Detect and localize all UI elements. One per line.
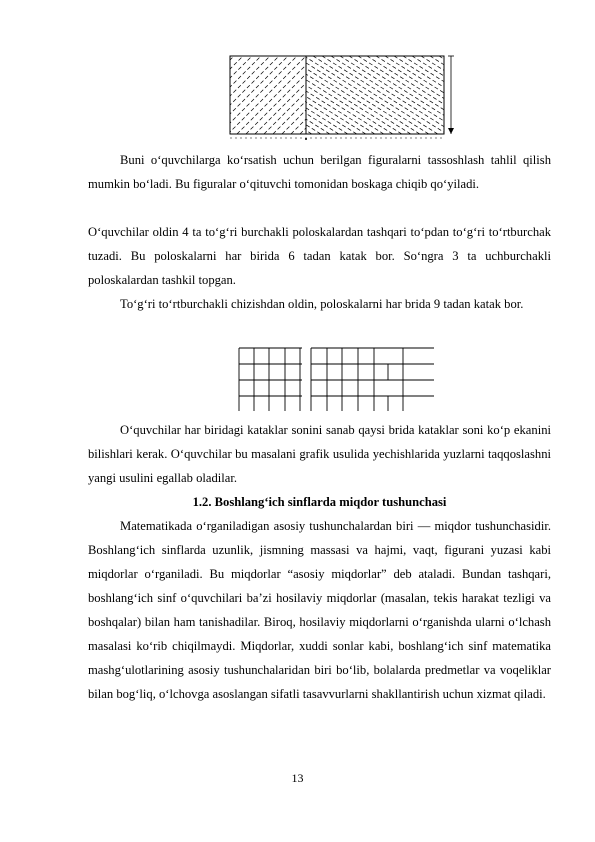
section-heading: 1.2. Boshlang‘ich sinflarda miqdor tushunchasi xyxy=(192,495,447,509)
page-number: 13 xyxy=(291,771,304,785)
paragraph-4: O‘quvchilar har biridagi kataklar sonini sanab qaysi brida kataklar soni ko‘p ekanini bilishlari kerak. O‘quvchilar bu masalani grafik usulida yechishlarida yuzlarni taqqoslashni yangi usulini egallab oladilar. xyxy=(88,423,551,485)
paragraph-2: O‘quvchilar oldin 4 ta to‘g‘ri burchakli poloskalardan tashqari to‘pdan to‘g‘ri to‘rtburchak tuzadi. Bu poloskalarni har birida 6 tadan katak bor. So‘ngra 3 ta uchburchakli poloskalardan tashkil topgan. xyxy=(88,225,551,287)
right-hatched-rectangle xyxy=(226,56,461,134)
paragraph-5: Matematikada o‘rganiladigan asosiy tushunchalardan biri — miqdor tushunchasidir. Boshlang‘ich sinflarda uzunlik, jismning massasi va hajmi, vaqt, figurani yuzasi kabi miqdorlar o‘rganiladi. Bu miqdorlar “asosiy miqdorlar” deb ataladi. Bundan tashqari, boshlang‘ich sinf o‘quvchilari ba’zi hosilaviy miqdorlar (masalan, tekis harakat tezligi va boshqalar) bilan ham tanishadilar. Biroq, hosilaviy miqdorlarni o‘rganishda ularni o‘lchash masalasi ko‘rib chiqilmaydi. Miqdorlar, xuddi sonlar kabi, boshlang‘ich sinf matematika mashg‘ulotlarining asosiy tushunchalaridan biri bo‘lib, bolalarda predmetlar va voqeliklar bilan bog‘liq, o‘lchovga asoslangan sifatli tasavvurlarni shakllantirish uchun xizmat qiladi. xyxy=(88,519,551,701)
paragraph-1: Buni o‘quvchilarga ko‘rsatish uchun berilgan figuralarni tassoshlash tahlil qilish mumkin bo‘ladi. Bu figuralar o‘qituvchi tomonidan boskaga chiqib qo‘yiladi. xyxy=(88,153,551,191)
hatched-rectangles-figure xyxy=(226,52,461,142)
left-hatched-rectangle xyxy=(226,56,461,134)
paragraph-3: To‘g‘ri to‘rtburchakli chizishdan oldin, poloskalarni har brida 9 tadan katak bor. xyxy=(120,297,524,311)
grid-strips-figure xyxy=(238,347,438,413)
